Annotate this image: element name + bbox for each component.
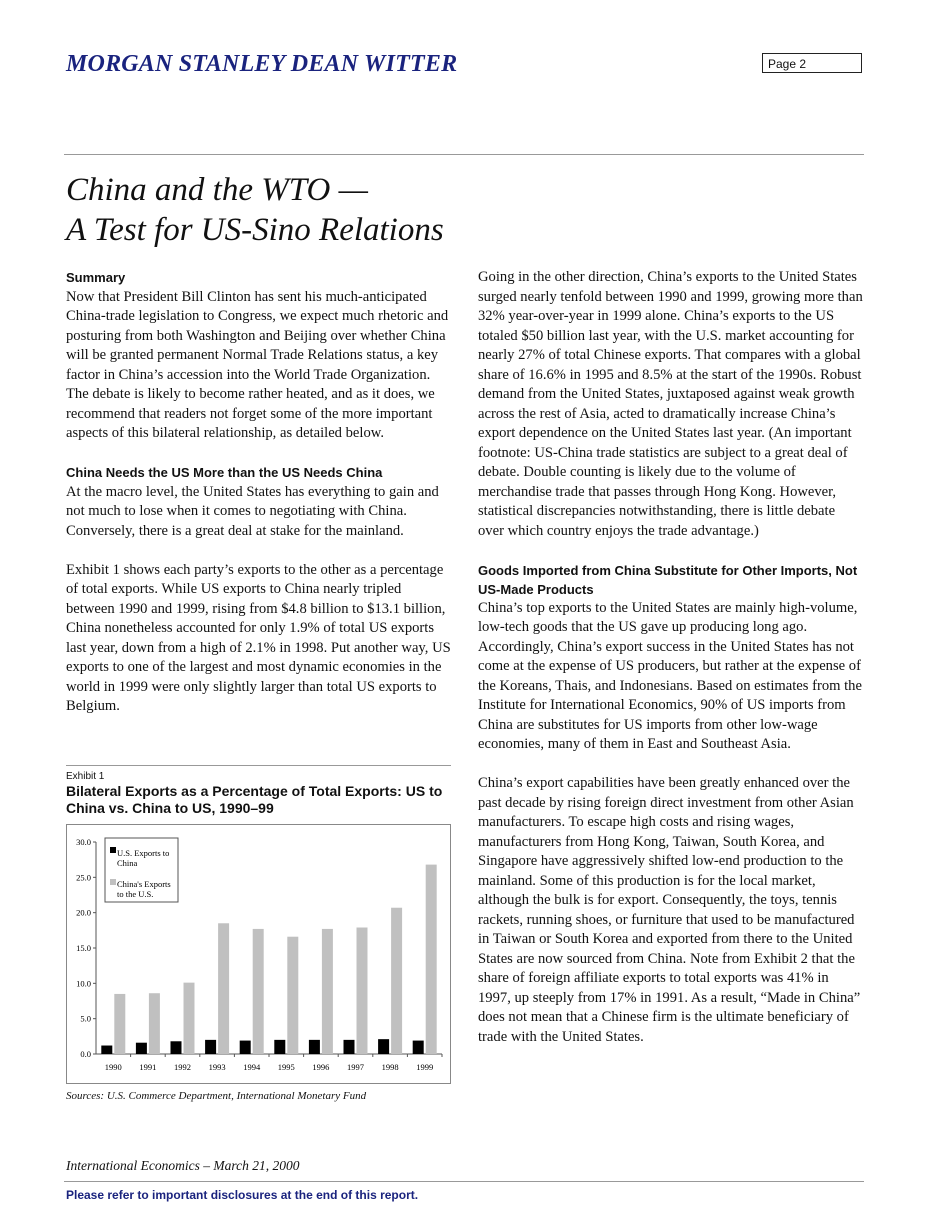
bar-us-exports-1998: [378, 1039, 389, 1054]
y-tick-label: 10.0: [76, 978, 91, 989]
bar-china-exports-1992: [184, 983, 195, 1054]
bar-china-exports-1996: [322, 929, 333, 1054]
legend-swatch-china: [110, 879, 116, 885]
bar-china-exports-1997: [357, 928, 368, 1054]
legend-label-china-l2: to the U.S.: [117, 889, 154, 899]
exhibit-chart: [66, 824, 451, 1084]
bar-us-exports-1992: [171, 1041, 182, 1054]
bar-china-exports-1990: [114, 994, 125, 1054]
x-tick-label: 1996: [312, 1062, 330, 1072]
exhibit-title: Bilateral Exports as a Percentage of Total Exports: US to China vs. China to US, 1990–99: [66, 783, 443, 816]
title-line-2: A Test for US-Sino Relations: [66, 212, 444, 248]
bar-us-exports-1997: [344, 1040, 355, 1054]
paragraph-china-exports: Going in the other direction, China’s exports to the United States surged nearly tenfold between 1990 and 1999, growing more than 32% year-over-year in 1999 alone. China’s exports to the US totaled $50 billion last year, with the U.S. market accounting for nearly 27% of total Chinese exports. That compares with a global share of 16.6% in 1995 and 8.5% at the start of the 1990s. Robust demand from the United States, juxtaposed against weak growth across the rest of Asia, acted to dramatically increase China’s export dependence on the United States last year. (An important footnote: US-China trade statistics are subject to a great deal of debate. Double counting is likely due to the volume of merchandise trade that passes through Hong Kong. However, statistical discrepancies notwithstanding, there is little debate over which country enjoys the trade advantage.): [478, 269, 863, 539]
page-title: [66, 170, 444, 250]
footer-publication: International Economics – March 21, 2000: [66, 1158, 300, 1173]
section-heading-goods-imported: Goods Imported from China Substitute for Other Imports, Not US-Made Products: [478, 562, 858, 597]
page-number: Page 2: [762, 53, 862, 73]
y-tick-label: 15.0: [76, 943, 91, 953]
section-heading-china-needs-us: China Needs the US More than the US Needs China: [66, 465, 383, 480]
bar-china-exports-1993: [218, 923, 229, 1054]
y-tick-label: 20.0: [76, 907, 91, 918]
bar-china-exports-1991: [149, 993, 160, 1054]
bar-china-exports-1999: [426, 865, 437, 1054]
x-tick-label: 1993: [208, 1062, 226, 1072]
summary-paragraph: Now that President Bill Clinton has sent his much-anticipated China-trade legislation to Congress, we expect much rhetoric and posturing from both Washington and Beijing over whether China will be granted permanent Normal Trade Relations status, a key factor in China’s accession into the World Trade Organization. The debate is likely to become rather heated, and as it does, we recommend that readers not forget some of the more important aspects of this bilateral relationship, as detailed below.: [66, 288, 449, 441]
bar-us-exports-1999: [413, 1041, 424, 1054]
exhibit-source: Sources: U.S. Commerce Department, International Monetary Fund: [66, 1090, 367, 1102]
paragraph-top-exports: China’s top exports to the United States are mainly high-volume, low-tech goods that the US gave up producing long ago. Accordingly, China’s export success in the United States has not come at the expense of US producers, but rather at the expense of the Koreans, Thais, and Indonesians. Based on estimates from the Institute for International Economics, 90% of US imports from China are substitutes for US imports from other low-wage economies, many of them in East and Southeast Asia.: [478, 599, 862, 752]
bar-china-exports-1998: [391, 908, 402, 1054]
bar-us-exports-1996: [309, 1040, 320, 1054]
x-tick-label: 1994: [243, 1062, 261, 1072]
x-tick-label: 1997: [347, 1062, 364, 1072]
chart-legend: [105, 838, 178, 902]
exhibit-label: Exhibit 1: [66, 771, 105, 782]
legend-label-china-l1: China's Exports: [117, 879, 171, 889]
bar-us-exports-1991: [136, 1043, 147, 1054]
bar-china-exports-1994: [253, 929, 264, 1054]
x-tick-label: 1990: [104, 1062, 122, 1072]
bar-us-exports-1990: [101, 1046, 112, 1054]
firm-name: MORGAN STANLEY DEAN WITTER: [66, 51, 458, 77]
footer-disclosure: Please refer to important disclosures at the end of this report.: [66, 1188, 419, 1202]
title-line-1: China and the WTO —: [66, 172, 368, 208]
section-paragraph-exhibit1: Exhibit 1 shows each party’s exports to the other as a percentage of total exports. While US exports to China nearly tripled between 1990 and 1999, rising from $4.8 billion to $13.1 billion, China nonetheless accounted for only 1.9% of total US exports last year, down from a high of 2.1% in 1998. Put another way, US exports to one of the largest and most dynamic economies in the world in 1999 were only slightly larger than total US exports to Belgium.: [66, 561, 451, 714]
header-divider: [64, 154, 864, 155]
y-tick-label: 0.0: [80, 1049, 91, 1059]
x-tick-label: 1992: [174, 1062, 191, 1072]
footer-divider: [64, 1181, 864, 1182]
section-paragraph-macro: At the macro level, the United States has everything to gain and not much to lose when it comes to negotiating with China. Conversely, there is a great deal at stake for the mainland.: [66, 483, 439, 539]
summary-heading: Summary: [66, 270, 126, 285]
legend-swatch-us: [110, 847, 116, 853]
y-tick-label: 30.0: [76, 837, 91, 847]
y-tick-label: 5.0: [80, 1013, 91, 1024]
bar-us-exports-1993: [205, 1040, 216, 1054]
y-tick-label: 25.0: [76, 872, 91, 883]
legend-label-us-l1: U.S. Exports to: [117, 848, 170, 858]
x-tick-label: 1991: [139, 1062, 157, 1072]
x-tick-label: 1998: [381, 1062, 399, 1072]
legend-label-us-l2: China: [117, 858, 138, 868]
exhibit-divider: [66, 765, 451, 766]
paragraph-export-capabilities: China’s export capabilities have been greatly enhanced over the past decade by rising foreign direct investment from other Asian manufacturers. To escape high costs and rising wages, manufacturers from Hong Kong, Taiwan, South Korea, and Singapore have aggressively shifted low-end production to the mainland. Some of this production is for the local market, although the bulk is for export. Consequently, the toys, tennis rackets, running shoes, or furniture that used to be manufactured in Taiwan or South Korea and exported from there to the United States are now sourced from China. Note from Exhibit 2 that the share of foreign affiliate exports to total exports was 41% in 1997, up steeply from 17% in 1991. As a result, “Made in China” does not mean that a Chinese firm is the ultimate beneficiary of trade with the United States.: [478, 775, 861, 1045]
bar-us-exports-1994: [240, 1041, 251, 1054]
x-tick-label: 1999: [416, 1062, 434, 1072]
left-column: [66, 268, 451, 717]
right-column: [478, 268, 864, 1047]
bar-us-exports-1995: [274, 1040, 285, 1054]
bar-china-exports-1995: [287, 937, 298, 1054]
x-tick-label: 1995: [277, 1062, 295, 1072]
